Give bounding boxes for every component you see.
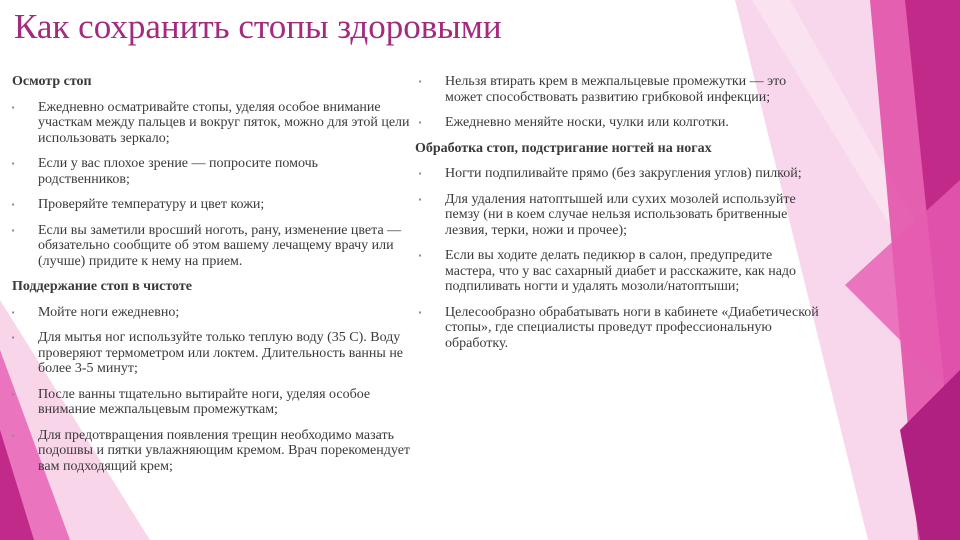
list-item (8, 428, 413, 475)
list-item-text: Если вы заметили вросший ноготь, рану, изменение цвета — обязательно сообщите об этом вашему лечащему врачу или (лучше) придите к нему на прием. (38, 222, 402, 269)
bullet-icon: ▪ (418, 194, 422, 204)
bullet-icon: ▪ (11, 430, 15, 440)
list-item (415, 305, 820, 352)
bullet-icon: ▪ (418, 169, 422, 178)
list-item (415, 192, 820, 239)
slide-title: Как сохранить стопы здоровыми (14, 7, 502, 46)
list-item (415, 74, 820, 105)
left-column (8, 74, 413, 484)
right-column (415, 74, 820, 361)
bullet-icon: ▪ (11, 200, 15, 209)
bullet-icon: ▪ (11, 389, 15, 399)
bullet-icon: ▪ (11, 333, 15, 342)
list-item-text: Ежедневно осматривайте стопы, уделяя особое внимание участкам между пальцев и вокруг пяток, можно для этой цели использовать зеркало; (38, 99, 410, 146)
list-item-text: Ежедневно меняйте носки, чулки или колготки. (445, 115, 729, 130)
bullet-icon: ▪ (418, 118, 422, 127)
bullet-icon: ▪ (11, 225, 15, 235)
list-item (415, 115, 820, 131)
list-item-text: Мойте ноги ежедневно; (38, 304, 180, 320)
section-heading-foot-inspection: Осмотр стоп (12, 74, 92, 89)
list-item (415, 166, 820, 182)
list-item-text: Для удаления натоптышей или сухих мозолей используйте пемзу (ни в коем случае нельзя использовать бритвенные лезвия, терки, ножи и прочее); (445, 191, 796, 238)
list-item-text: Если у вас плохое зрение — попросите помочь родственников; (38, 156, 319, 187)
list-item-text: После ванны тщательно вытирайте ноги, уделяя особое внимание межпальцевым промежуткам; (38, 386, 371, 417)
list-item (8, 156, 413, 187)
bullet-icon: ▪ (11, 307, 15, 317)
list-item-text: Для предотвращения появления трещин необходимо мазать подошвы и пятки увлажняющим кремом. Врач порекомендует вам подходящий крем; (38, 427, 411, 474)
list-item-text: Если вы ходите делать педикюр в салон, предупредите мастера, что у вас сахарный диабет и расскажите, как надо подпиливать ногти и удалять мозоли/натоптыши; (445, 248, 797, 294)
list-item (8, 100, 413, 147)
section-heading-foot-hygiene: Поддержание стоп в чистоте (12, 279, 192, 294)
list-item-text: Для мытья ног используйте только теплую воду (35 С). Воду проверяют термометром или локтем. Длительность ванны не более 3-5 минут; (38, 330, 404, 376)
bullet-icon: ▪ (11, 102, 15, 112)
list-item (8, 387, 413, 418)
list-item (8, 305, 413, 321)
bullet-icon: ▪ (418, 251, 422, 260)
list-item-text: Ногти подпиливайте прямо (без закругления углов) пилкой; (445, 166, 802, 181)
bullet-icon: ▪ (418, 307, 422, 317)
bullet-icon: ▪ (11, 159, 15, 168)
list-item (8, 197, 413, 213)
section-heading-nail-care: Обработка стоп, подстригание ногтей на ногах (415, 140, 712, 156)
bullet-icon: ▪ (418, 77, 422, 86)
list-item-text: Нельзя втирать крем в межпальцевые промежутки — это может способствовать развитию грибковой инфекции; (445, 74, 787, 105)
list-item (8, 330, 413, 377)
list-item (415, 248, 820, 295)
list-item-text: Целесообразно обрабатывать ноги в кабинете «Диабетической стопы», где специалисты проведут профессиональную обработку. (445, 304, 819, 351)
list-item (8, 223, 413, 270)
list-item-text: Проверяйте температуру и цвет кожи; (38, 197, 265, 212)
